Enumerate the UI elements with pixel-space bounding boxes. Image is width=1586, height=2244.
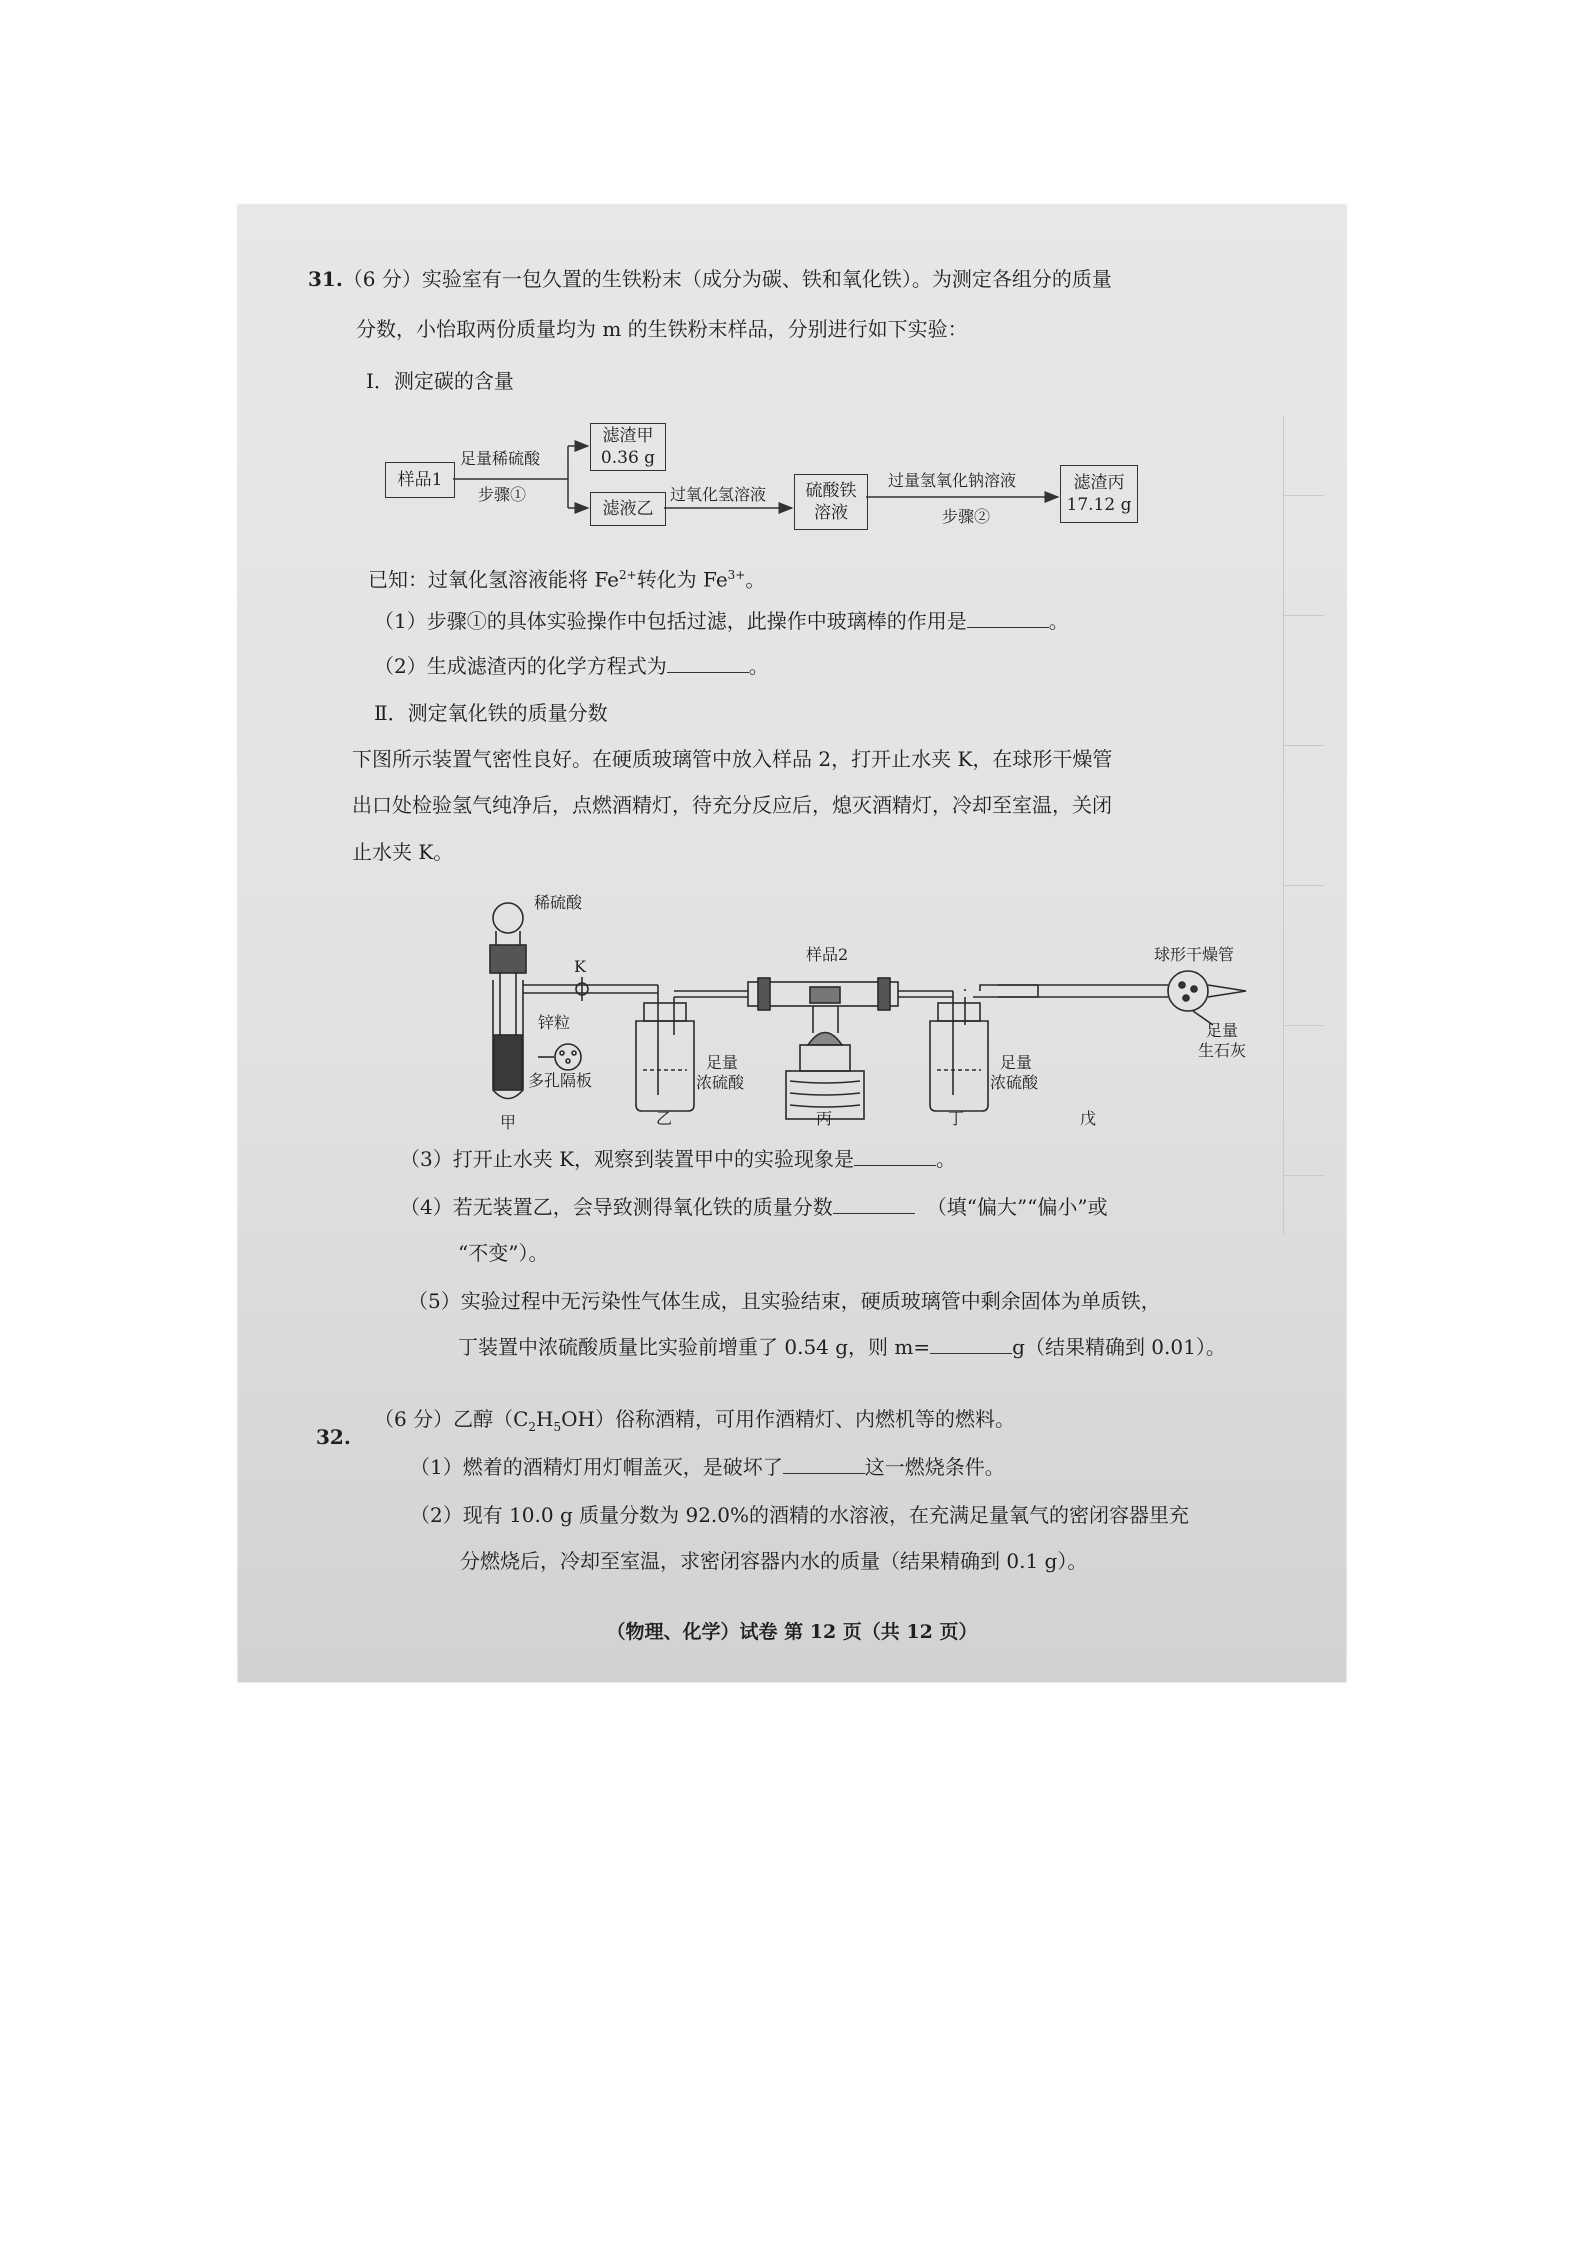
- label-conc-acid-2a: 足量: [1000, 1053, 1033, 1072]
- apparatus-diagram: [238, 885, 1346, 1135]
- label-porous-plate: 多孔隔板: [528, 1071, 593, 1090]
- label-conc-acid-1b: 浓硫酸: [696, 1073, 745, 1092]
- box-residue-c: 滤渣丙 17.12 g: [1060, 465, 1138, 523]
- box-sample1: 样品1: [385, 462, 455, 498]
- box-filtrate-b: 滤液乙: [590, 492, 666, 526]
- q31-sub1: （1）步骤①的具体实验操作中包括过滤，此操作中玻璃棒的作用是 。: [374, 609, 1069, 633]
- box-residue-a: 滤渣甲 0.36 g: [590, 423, 666, 471]
- label-yi: 乙: [656, 1109, 673, 1128]
- label-wu: 戊: [1080, 1109, 1097, 1128]
- q31-sub5-line2: 丁装置中浓硫酸质量比实验前增重了 0.54 g，则 m= g（结果精确到 0.01）。: [458, 1335, 1226, 1359]
- desc-line3: 止水夹 K。: [352, 840, 454, 864]
- step2-label: 步骤②: [942, 507, 991, 526]
- label-quicklime: 生石灰: [1198, 1041, 1247, 1060]
- q31-score: （6 分）: [342, 267, 422, 291]
- label-jia: 甲: [500, 1113, 517, 1132]
- q31-intro-line1: 31.（6 分）实验室有一包久置的生铁粉末（成分为碳、铁和氧化铁）。为测定各组分的质量: [308, 267, 1112, 291]
- answer-blank-2[interactable]: [667, 654, 749, 673]
- q31-sub4-line2: “不变”）。: [458, 1241, 549, 1265]
- answer-blank-5[interactable]: [930, 1335, 1012, 1354]
- q32-sub2-line2: 分燃烧后，冷却至室温，求密闭容器内水的质量（结果精确到 0.1 g）。: [460, 1549, 1088, 1573]
- box-fe-sulfate: 硫酸铁 溶液: [794, 474, 868, 530]
- carbon-flow-diagram: [238, 205, 1346, 565]
- q31-sub4: （4）若无装置乙，会导致测得氧化铁的质量分数 （填“偏大”“偏小”或: [400, 1195, 1108, 1219]
- known-statement: 已知：过氧化氢溶液能将 $Fe^{2+}$转化为 $Fe^{3+}$。: [368, 567, 766, 592]
- desc-line2: 出口处检验氢气纯净后，点燃酒精灯，待充分反应后，熄灭酒精灯，冷却至室温，关闭: [352, 793, 1112, 817]
- flow-arrows: [238, 205, 1346, 565]
- part1-title: Ⅰ．测定碳的含量: [366, 369, 514, 393]
- exam-page: [238, 205, 1346, 1682]
- page-footer: （物理、化学）试卷 第 12 页（共 12 页）: [606, 1621, 978, 1643]
- naoh-label: 过量氢氧化钠溶液: [888, 471, 1017, 490]
- q32-intro: （6 分）乙醇$(C_2H_5OH)$俗称酒精，可用作酒精灯、内燃机等的燃料。: [374, 1407, 1015, 1434]
- label-ding: 丁: [948, 1109, 965, 1128]
- label-sample2: 样品2: [806, 945, 849, 964]
- answer-blank-4[interactable]: [833, 1195, 915, 1214]
- q32-sub1: （1）燃着的酒精灯用灯帽盖灭，是破坏了 这一燃烧条件。: [410, 1455, 1005, 1479]
- label-bing: 丙: [816, 1109, 833, 1128]
- part2-title: Ⅱ．测定氧化铁的质量分数: [374, 701, 608, 725]
- q31-sub2: （2）生成滤渣丙的化学方程式为 。: [374, 654, 769, 678]
- label-dilute-acid: 稀硫酸: [534, 893, 583, 912]
- step1-label: 步骤①: [478, 485, 527, 504]
- q31-intro-line2: 分数，小怡取两份质量均为 m 的生铁粉末样品，分别进行如下实验：: [356, 317, 968, 341]
- label-conc-acid-1a: 足量: [706, 1053, 739, 1072]
- q31-sub5-line1: （5）实验过程中无污染性气体生成，且实验结束，硬质玻璃管中剩余固体为单质铁，: [408, 1289, 1161, 1313]
- answer-blank-3[interactable]: [854, 1147, 936, 1166]
- label-drying-tube: 球形干燥管: [1154, 945, 1235, 964]
- q32-sub2-line1: （2）现有 10.0 g 质量分数为 92.0%的酒精的水溶液，在充满足量氧气的密闭容器里充: [410, 1503, 1190, 1527]
- q31-number: 31.: [308, 267, 343, 291]
- label-valve-k: K: [574, 957, 586, 976]
- h2o2-label: 过氧化氢溶液: [670, 485, 767, 504]
- label-zinc: 锌粒: [538, 1013, 571, 1032]
- q31-sub3: （3）打开止水夹 K，观察到装置甲中的实验现象是 。: [400, 1147, 957, 1171]
- desc-line1: 下图所示装置气密性良好。在硬质玻璃管中放入样品 2，打开止水夹 K，在球形干燥管: [352, 747, 1113, 771]
- label-enough: 足量: [1206, 1021, 1239, 1040]
- answer-blank-1[interactable]: [967, 609, 1049, 628]
- acid-label: 足量稀硫酸: [460, 449, 541, 468]
- q32-number: 32.: [316, 1425, 351, 1449]
- answer-blank-6[interactable]: [783, 1455, 865, 1474]
- label-conc-acid-2b: 浓硫酸: [990, 1073, 1039, 1092]
